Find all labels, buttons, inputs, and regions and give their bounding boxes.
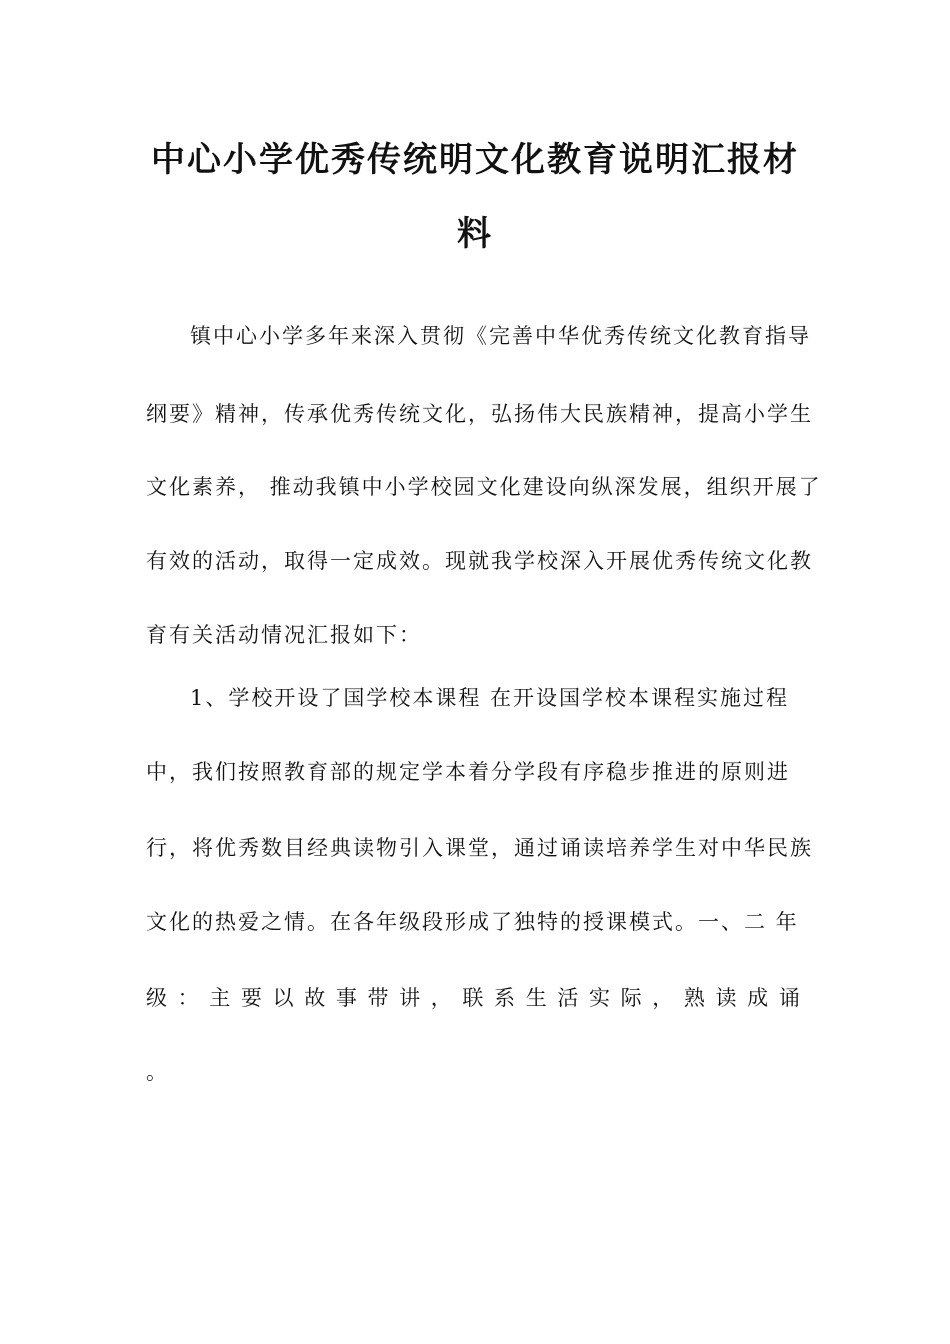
justified-char: 级 [146,986,169,1010]
justified-char: 实 [588,986,612,1010]
paragraph-1-line-3: 文化素养， 推动我镇中小学校园文化建设向纵深发展，组织开展了 [146,475,822,499]
paragraph-2-line-5 [146,982,802,1012]
justified-char: 读 [715,986,739,1010]
paragraph-2-line-3: 行，将优秀数目经典读物引入课堂，通过诵读培养学生对中华民族 [146,836,813,860]
justified-char: 要 [240,986,264,1010]
justified-char: ， [430,986,454,1010]
justified-char: 主 [209,986,233,1010]
paragraph-1-line-4: 有效的活动，取得一定成效。现就我学校深入开展优秀传统文化教 [146,549,813,573]
paragraph-2-line-1: 1、学校开设了国学校本课程 在开设国学校本课程实施过程 [190,686,790,710]
justified-char: 讲 [399,986,423,1010]
document-title-line-1: 中心小学优秀传统明文化教育说明汇报材 [151,140,799,180]
justified-char: 联 [462,986,486,1010]
justified-char: 成 [747,986,771,1010]
paragraph-2-line-4: 文化的热爱之情。在各年级段形成了独特的授课模式。一、二 年 [146,910,799,934]
document-title-line-2: 料 [457,214,493,254]
justified-char: 故 [304,986,328,1010]
justified-char: 事 [335,986,359,1010]
paragraph-1-line-1: 镇中心小学多年来深入贯彻《完善中华优秀传统文化教育指导 [190,324,811,348]
justified-char: 系 [494,986,518,1010]
justified-char: 活 [557,986,581,1010]
paragraph-1-line-5: 育有关活动情况汇报如下： [146,623,422,647]
paragraph-2-line-6: 。 [146,1060,169,1084]
justified-char: ： [177,986,201,1010]
justified-char: 诵 [778,986,802,1010]
justified-char: 熟 [683,986,707,1010]
paragraph-2-line-2: 中，我们按照教育部的规定学本着分学段有序稳步推进的原则进 [146,760,790,784]
justified-char: 以 [272,986,296,1010]
paragraph-1-line-2: 纲要》精神，传承优秀传统文化，弘扬伟大民族精神，提高小学生 [146,402,813,426]
justified-char: 生 [525,986,549,1010]
justified-char: 际 [620,986,644,1010]
justified-char: ， [652,986,676,1010]
justified-char: 带 [367,986,391,1010]
